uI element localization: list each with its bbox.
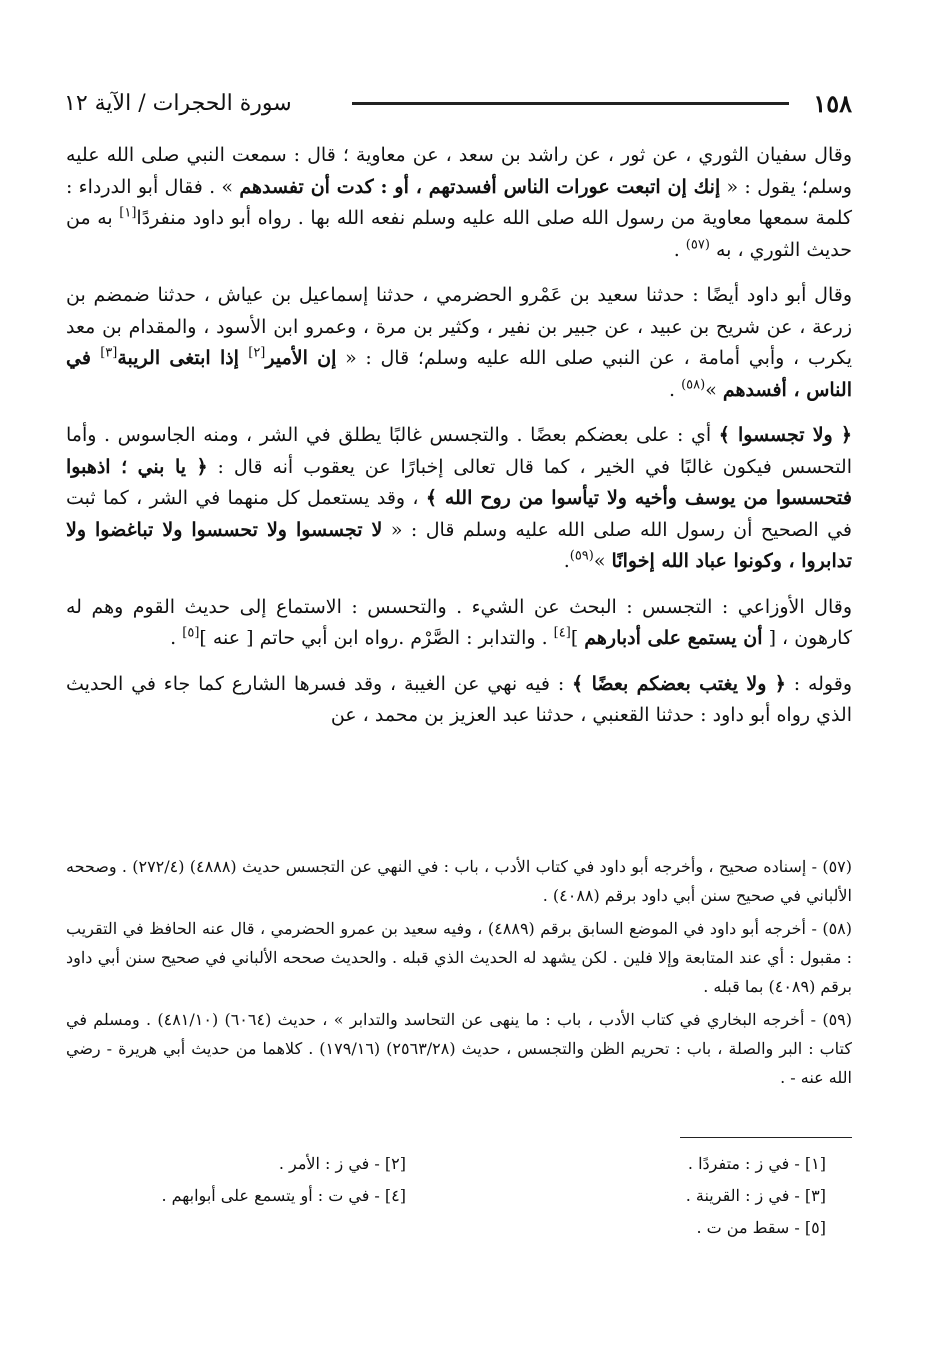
paragraph-2 [66,280,852,406]
text-run: وقال الأوزاعي : التجسس : البحث عن الشيء . والتحسس : الاستماع إلى حديث القوم وهم له كارهون ، [ [66,595,852,649]
footnote-ref: (٥٧) [685,237,710,253]
text-run: : فيه نهي عن الغيبة ، وقد فسرها الشارع كما جاء في الحديث الذي رواه أبو داود : حدثنا القعنبي ، حدثنا عبد العزيز بن محمد ، عن [66,672,852,726]
text-run: وقال سفيان الثوري ، عن ثور ، عن راشد بن سعد ، عن معاوية ؛ قال : سمعت النبي صلى الله عليه وسلم؛ يقول : « [66,144,852,198]
text-run: . [669,378,682,401]
footnote-ref: (٥٨) [681,377,706,393]
footnote-59: (٥٩) - أخرجه البخاري في كتاب الأدب ، باب : ما ينهى عن التحاسد والتدابر » ، حديث (٦٠٦٤) (٤٨١/١٠) . ومسلم في كتاب : البر والصلة ، باب : تحريم الظن والتجسس ، حديث (٢٥٦٣/٢٨) (١٧٩/١٦) . كلاهما من حديث أبي هريرة - رضي الله عنه - . [66,1010,853,1087]
text-run: ، وقد يستعمل كل منهما في الشر ، كما ثبت في الصحيح أن رسول الله صلى الله عليه وسلم قال : « [66,487,852,541]
text-run: . [563,550,570,572]
hadith-quote: لا تجسسوا ولا تحسسوا ولا تباغضوا ولا تدابروا ، وكونوا عباد الله إخوانًا [66,518,852,572]
variant-5: [٥] - سقط من ت . [696,1218,826,1237]
footnotes [66,852,852,1096]
text-run: ] [570,627,585,649]
text-run: . [673,238,686,261]
variant-ref: [٢] [248,345,266,361]
header-rule [352,102,790,105]
variant-1: [١] - في ز : متفردًا . [687,1154,826,1173]
paragraph-1 [66,140,852,266]
verse-quote: ﴿ ولا تجسسوا ﴾ [718,424,852,446]
footnote-58: (٥٨) - أخرجه أبو داود في الموضع السابق برقم (٤٨٨٩) ، وفيه سعيد بن عمرو الحضرمي ، قال عنه الحافظ في التقريب : مقبول : أي عند المتابعة وإلا فلين . لكن يشهد له الحديث الذي قبله . والحديث صححه الألباني في صحيح سنن أبي داود برقم (٤٠٨٩) بما قبله . [66,919,852,996]
running-title: سورة الحجرات / الآية ١٢ [64,90,292,116]
footnote-divider [680,1137,852,1138]
variant-ref: [٤] [553,625,571,641]
variant-ref: [١] [119,205,137,221]
variant-ref: [٣] [100,345,118,361]
variant-2: [٢] - في ز : الأمر . [278,1154,406,1173]
variant-4: [٤] - في ت : أو يتسمع على أبوابهم . [161,1186,406,1205]
text-run: » [705,378,723,401]
textual-variants [66,1151,826,1241]
paragraph-4 [66,592,852,655]
hadith-quote: إذا ابتغى الريبة [117,347,249,369]
variant-3: [٣] - في ز : القرينة . [685,1186,826,1205]
text-run: أي : على بعضكم بعضًا . والتجسس غالبًا يطلق في الشر ، ومنه الجاسوس . وأما التحسس فيكون غالبًا في الخير ، كما قال تعالى إخبارًا عن يعقوب أنه قال : [66,424,853,478]
page-header [64,86,852,120]
text-run: » [593,550,612,572]
paragraph-5 [66,669,852,732]
footnote-57: (٥٧) - إسناده صحيح ، وأخرجه أبو داود في كتاب الأدب ، باب : في النهي عن التجسس حديث (٤٨٨٨) (٢٧٢/٤) . وصححه الألباني في صحيح سنن أبي داود برقم (٤٠٨٨) . [66,857,852,905]
paragraph-3 [66,420,852,578]
hadith-quote: في الناس ، أفسدهم [66,347,852,401]
hadith-quote: إن الأمير [265,347,337,369]
footnote-ref: (٥٩) [569,548,594,564]
text-run: وقوله : [785,672,853,695]
hadith-quote: إنك إن اتبعت عورات الناس أفسدتهم ، أو : كدت أن تفسدهم [239,175,721,198]
main-text [66,140,852,746]
quote: أن يستمع على أدبارهم [584,627,763,649]
text-run: . والتدابر : الصَّرْم .رواه ابن أبي حاتم [ عنه ] [199,627,554,649]
verse-quote: ﴿ ولا يغتب بعضكم بعضًا ﴾ [572,672,786,695]
text-run: . [170,627,183,649]
text-run: » . فقال أبو الدرداء : كلمة سمعها معاوية من رسول الله صلى الله عليه وسلم نفعه الله بها . رواه أبو داود منفردًا [66,175,852,229]
verse-quote: ﴿ يا بني ؛ اذهبوا فتحسسوا من يوسف وأخيه ولا تيأسوا من روح الله ﴾ [66,455,852,509]
page-number: ١٥٨ [813,88,852,118]
text-run: وقال أبو داود أيضًا : حدثنا سعيد بن عَمْرو الحضرمي ، حدثنا إسماعيل بن عياش ، حدثنا ضمضم بن زرعة ، عن شريح بن عبيد ، عن جبير بن نفير ، وكثير بن مرة ، وعمرو ابن الأسود ، والمقدام بن معد يكرب ، وأبي أمامة ، عن النبي صلى الله عليه وسلم؛ قال : « [66,284,852,369]
variant-ref: [٥] [182,625,200,641]
text-run: به من حديث الثوري ، به [66,207,852,261]
